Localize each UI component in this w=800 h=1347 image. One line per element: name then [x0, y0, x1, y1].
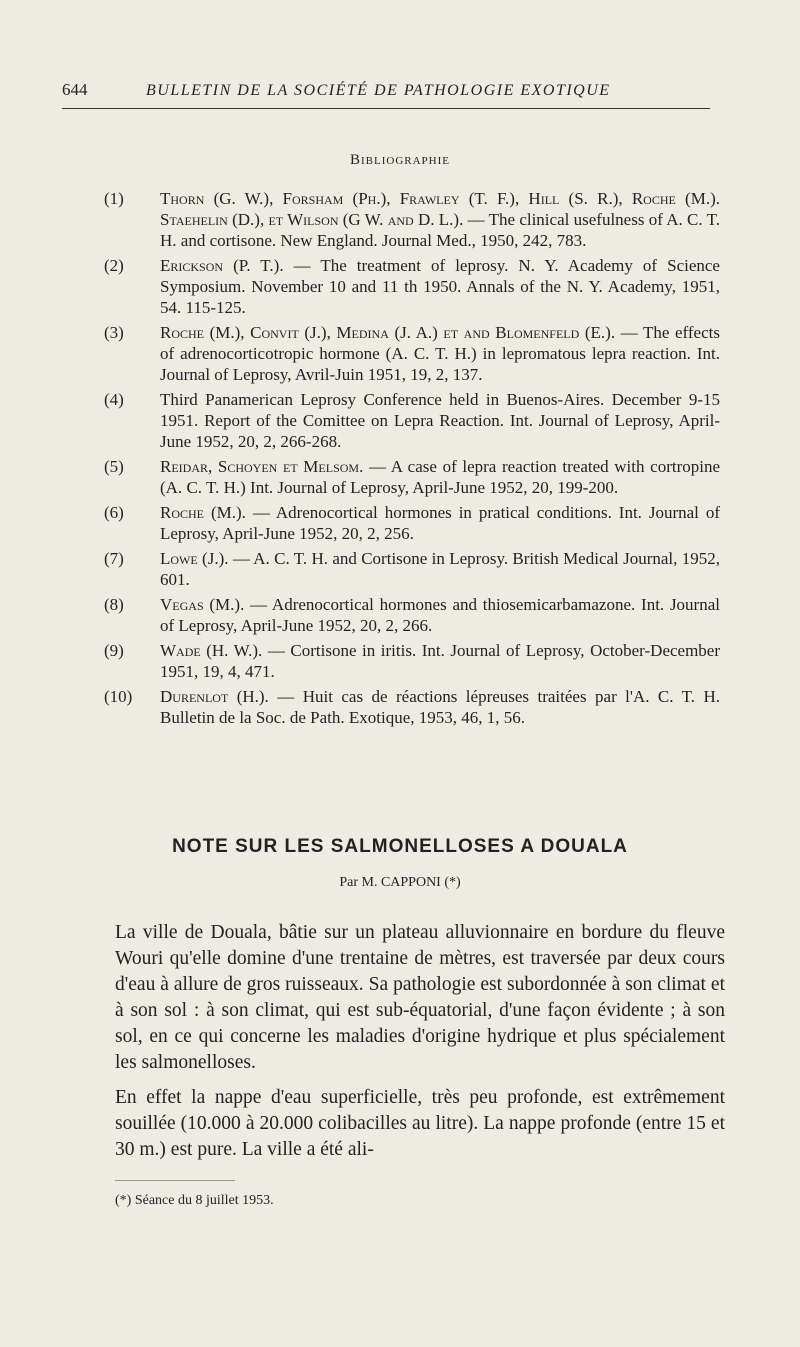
footnote: (*) Séance du 8 juillet 1953. [115, 1193, 274, 1208]
reference-number: (5) [104, 457, 124, 476]
article-title: NOTE SUR LES SALMONELLOSES A DOUALA [172, 836, 628, 857]
running-header [62, 80, 710, 100]
reference-text: — A. C. T. H. and Cortisone in Leprosy. British Medical Journal, 1952, 601. [160, 549, 720, 589]
reference-text: — Cortisone in iritis. Int. Journal of Leprosy, October-December 1951, 19, 4, 471. [160, 641, 721, 681]
reference-item [80, 686, 720, 728]
reference-text: Third Panamerican Leprosy Conference held in Buenos-Aires. December 9-15 1951. Report of the Comittee on Lepra Reaction. Int. Journal of Leprosy, April-June 1952, 20, 2, 266-268. [160, 390, 720, 451]
reference-authors: Erickson (P. T.). [160, 256, 284, 275]
reference-text: — The treatment of leprosy. N. Y. Academy of Science Symposium. November 10 and 11 th 1950. Annals of the N. Y. Academy, 1951, 54. 115-125. [160, 256, 720, 317]
reference-number: (10) [104, 687, 133, 706]
reference-text: — The effects of adrenocorticotropic hormone (A. C. T. H.) in lepromatous lepra reaction. Int. Journal of Leprosy, Avril-Juin 1951, 19, 2, 137. [160, 323, 720, 384]
reference-item [80, 255, 720, 318]
reference-item [80, 502, 720, 544]
body-paragraph: La ville de Douala, bâtie sur un plateau alluvionnaire en bordure du fleuve Wouri qu'elle domine d'une trentaine de mètres, est traversée par deux cours d'eau à allure de gros ruisseaux. Sa pathologie est subordonnée à son climat et à son sol : à son climat, qui est sub-équatorial, d'une façon évidente ; à son sol, en ce qui concerne les maladies d'origine hydrique et plus spécialement les salmonelloses. [115, 922, 725, 1073]
reference-item [80, 640, 720, 682]
reference-item [80, 389, 720, 452]
reference-item [80, 456, 720, 498]
reference-authors: Thorn (G. W.), Forsham (Ph.), Frawley (T. F.), Hill (S. R.), Roche (M.). Staehelin (D.), et Wilson (G W. and D. L.). [160, 189, 720, 229]
reference-number: (2) [104, 256, 124, 275]
reference-authors: Reidar, Schoyen et Melsom. [160, 457, 364, 476]
body-paragraph: En effet la nappe d'eau superficielle, très peu profonde, est extrêmement souillée (10.000 à 20.000 colibacilles au litre). La nappe profonde (entre 15 et 30 m.) est pure. La ville a été ali- [115, 1087, 725, 1160]
journal-title: BULLETIN DE LA SOCIÉTÉ DE PATHOLOGIE EXOTIQUE [146, 82, 611, 99]
reference-authors: Vegas (M.). [160, 595, 245, 614]
reference-number: (3) [104, 323, 124, 342]
reference-item [80, 322, 720, 385]
reference-number: (4) [104, 390, 124, 409]
reference-text: — The clinical usefulness of A. C. T. H. and cortisone. New England. Journal Med., 1950, 242, 783. [160, 210, 720, 250]
reference-item [80, 594, 720, 636]
reference-number: (8) [104, 595, 124, 614]
reference-item [80, 548, 720, 590]
footnote-rule [115, 1180, 235, 1181]
bibliography-heading: Bibliographie [350, 152, 450, 168]
reference-text: — Huit cas de réactions lépreuses traitées par l'A. C. T. H. Bulletin de la Soc. de Path. Exotique, 1953, 46, 1, 56. [160, 687, 720, 727]
reference-text: — A case of lepra reaction treated with cortropine (A. C. T. H.) Int. Journal of Leprosy, April-June 1952, 20, 199-200. [160, 457, 721, 497]
article-byline: Par M. CAPPONI (*) [339, 875, 461, 890]
reference-authors: Roche (M.), Convit (J.), Medina (J. A.) et and Blomenfeld (E.). [160, 323, 616, 342]
reference-number: (9) [104, 641, 124, 660]
reference-number: (6) [104, 503, 124, 522]
reference-number: (1) [104, 189, 124, 208]
reference-authors: Lowe (J.). [160, 549, 229, 568]
reference-number: (7) [104, 549, 124, 568]
article-body [115, 920, 725, 1172]
reference-authors: Roche (M.). [160, 503, 246, 522]
page-number: 644 [62, 80, 88, 99]
reference-text: — Adrenocortical hormones in pratical conditions. Int. Journal of Leprosy, April-June 1952, 20, 2, 256. [160, 503, 720, 543]
reference-item [80, 188, 720, 251]
reference-list [80, 188, 720, 732]
reference-text: — Adrenocortical hormones and thiosemicarbamazone. Int. Journal of Leprosy, April-June 1952, 20, 2, 266. [160, 595, 720, 635]
header-rule [62, 108, 710, 109]
reference-authors: Durenlot (H.). [160, 687, 269, 706]
reference-authors: Wade (H. W.). [160, 641, 263, 660]
